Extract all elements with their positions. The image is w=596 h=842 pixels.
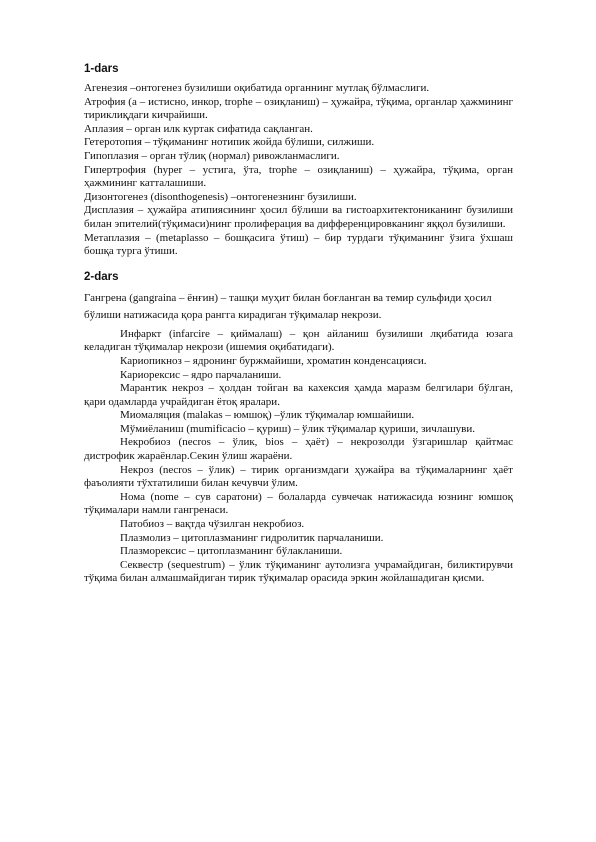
term-noma: Нома (nome – сув саратони) – болаларда сувчечак натижасида юзнинг юмшоқ тўқималари намли гангренаси.	[84, 490, 513, 517]
term-necrobiosis: Некробиоз (necros – ўлик, bios – ҳаёт) – некрозолди ўзгаришлар қайтмас дистрофик жараёнлар.Секин ўлиш жараёни.	[84, 436, 513, 463]
term-heterotopia: Гетеротопия – тўқиманинг нотипик жойда бўлиши, силжиши.	[84, 136, 375, 149]
term-sequestrum: Секвестр (sequestrum) – ўлик тўқиманинг аутолизга учрамайдиган, биликтирувчи тўқима билан алмашмайдиган тирик тўқималар орасида эркин жойлашадиган қисми.	[84, 558, 513, 585]
section-1-body	[84, 82, 513, 259]
term-marantic-necrosis: Марантик некроз – ҳолдан тойган ва кахексия ҳамда маразм белгилари бўлган, қари одамларда учрайдиган ётоқ яралари.	[84, 382, 513, 408]
term-gangrene: Гангрена (gangraina – ёнғин) – ташқи муҳит билан боғланган ва темир сульфиди ҳосил бўлиши натижасида қора рангга кирадиган тўқималар некрози.	[84, 291, 492, 321]
term-hypertrophy: Гипертрофия (hyper – устига, ўта, trophe – озиқланиш) – ҳужайра, тўқима, орган ҳажмининг катталашиши.	[84, 163, 513, 190]
term-mummification: Мўмиёланиш (mumificacio – қуриш) – ўлик тўқималар қуриши, зичлашуви.	[120, 422, 476, 435]
section-1-heading: 1-dars	[84, 63, 119, 75]
term-hypoplasia: Гипоплазия – орган тўлиқ (нормал) ривожланмаслиги.	[84, 149, 340, 162]
term-plasmolysis: Плазмолиз – цитоплазманинг гидролитик парчаланиши.	[120, 531, 384, 544]
term-atrophy: Атрофия (а – истисно, инкор, trophe – озиқланиш) – ҳужайра, тўқима, органлар ҳажмининг тириклиқдаги кичрайиши.	[84, 95, 513, 122]
term-agenesis: Агенезия –онтогенез бузилиши оқибатида органнинг мутлақ бўлмаслиги.	[84, 82, 430, 94]
term-metaplasia: Метаплазия – (metaplasso – бошқасига ўтиш) – бир турдаги тўқиманинг ўзига ўхшаш бошқа турга ўтиши.	[84, 231, 513, 258]
term-infarct: Инфаркт (infarcire – қиймалаш) – қон айланиш бузилиши лқибатида юзага келадиган тўқималар некрози (ишемия оқибатидаги).	[84, 327, 513, 354]
term-karyorrhexis: Кариорексис – ядро парчаланиши.	[120, 368, 282, 381]
term-pathobiosis: Патобиоз – вақтда чўзилган некробиоз.	[120, 518, 305, 531]
document-page	[84, 62, 513, 586]
term-karyopyknosis: Кариопикноз – ядронинг буржмайиши, хроматин конденсацияси.	[120, 354, 427, 367]
section-2-heading: 2-dars	[84, 270, 119, 283]
term-dysplasia: Дисплазия – ҳужайра атипиясининг ҳосил бўлиши ва гистоархитектониканинг бузилиши билан эпителий(тўқимаси)нинг пролиферация ва дифференцировканинг яққол бузилиши.	[84, 204, 513, 230]
term-aplasia: Аплазия – орган илк куртак сифатида сақланган.	[84, 122, 313, 135]
term-necrosis: Некроз (necros – ўлик) – тирик организмдаги ҳужайра ва тўқималарнинг ҳаёт фаъолияти тўхтатилиши билан кечувчи ўлим.	[84, 463, 513, 490]
term-plasmorrhexis: Плазморексис – цитоплазманинг бўлакланиши.	[120, 545, 343, 558]
term-dysontogenesis: Дизонтогенез (disonthogenesis) –онтогенезнинг бузилиши.	[84, 190, 357, 203]
term-myomalacia: Миомаляция (malakas – юмшоқ) –ўлик тўқималар юмшайиши.	[120, 409, 415, 422]
section-2-body	[84, 328, 513, 586]
